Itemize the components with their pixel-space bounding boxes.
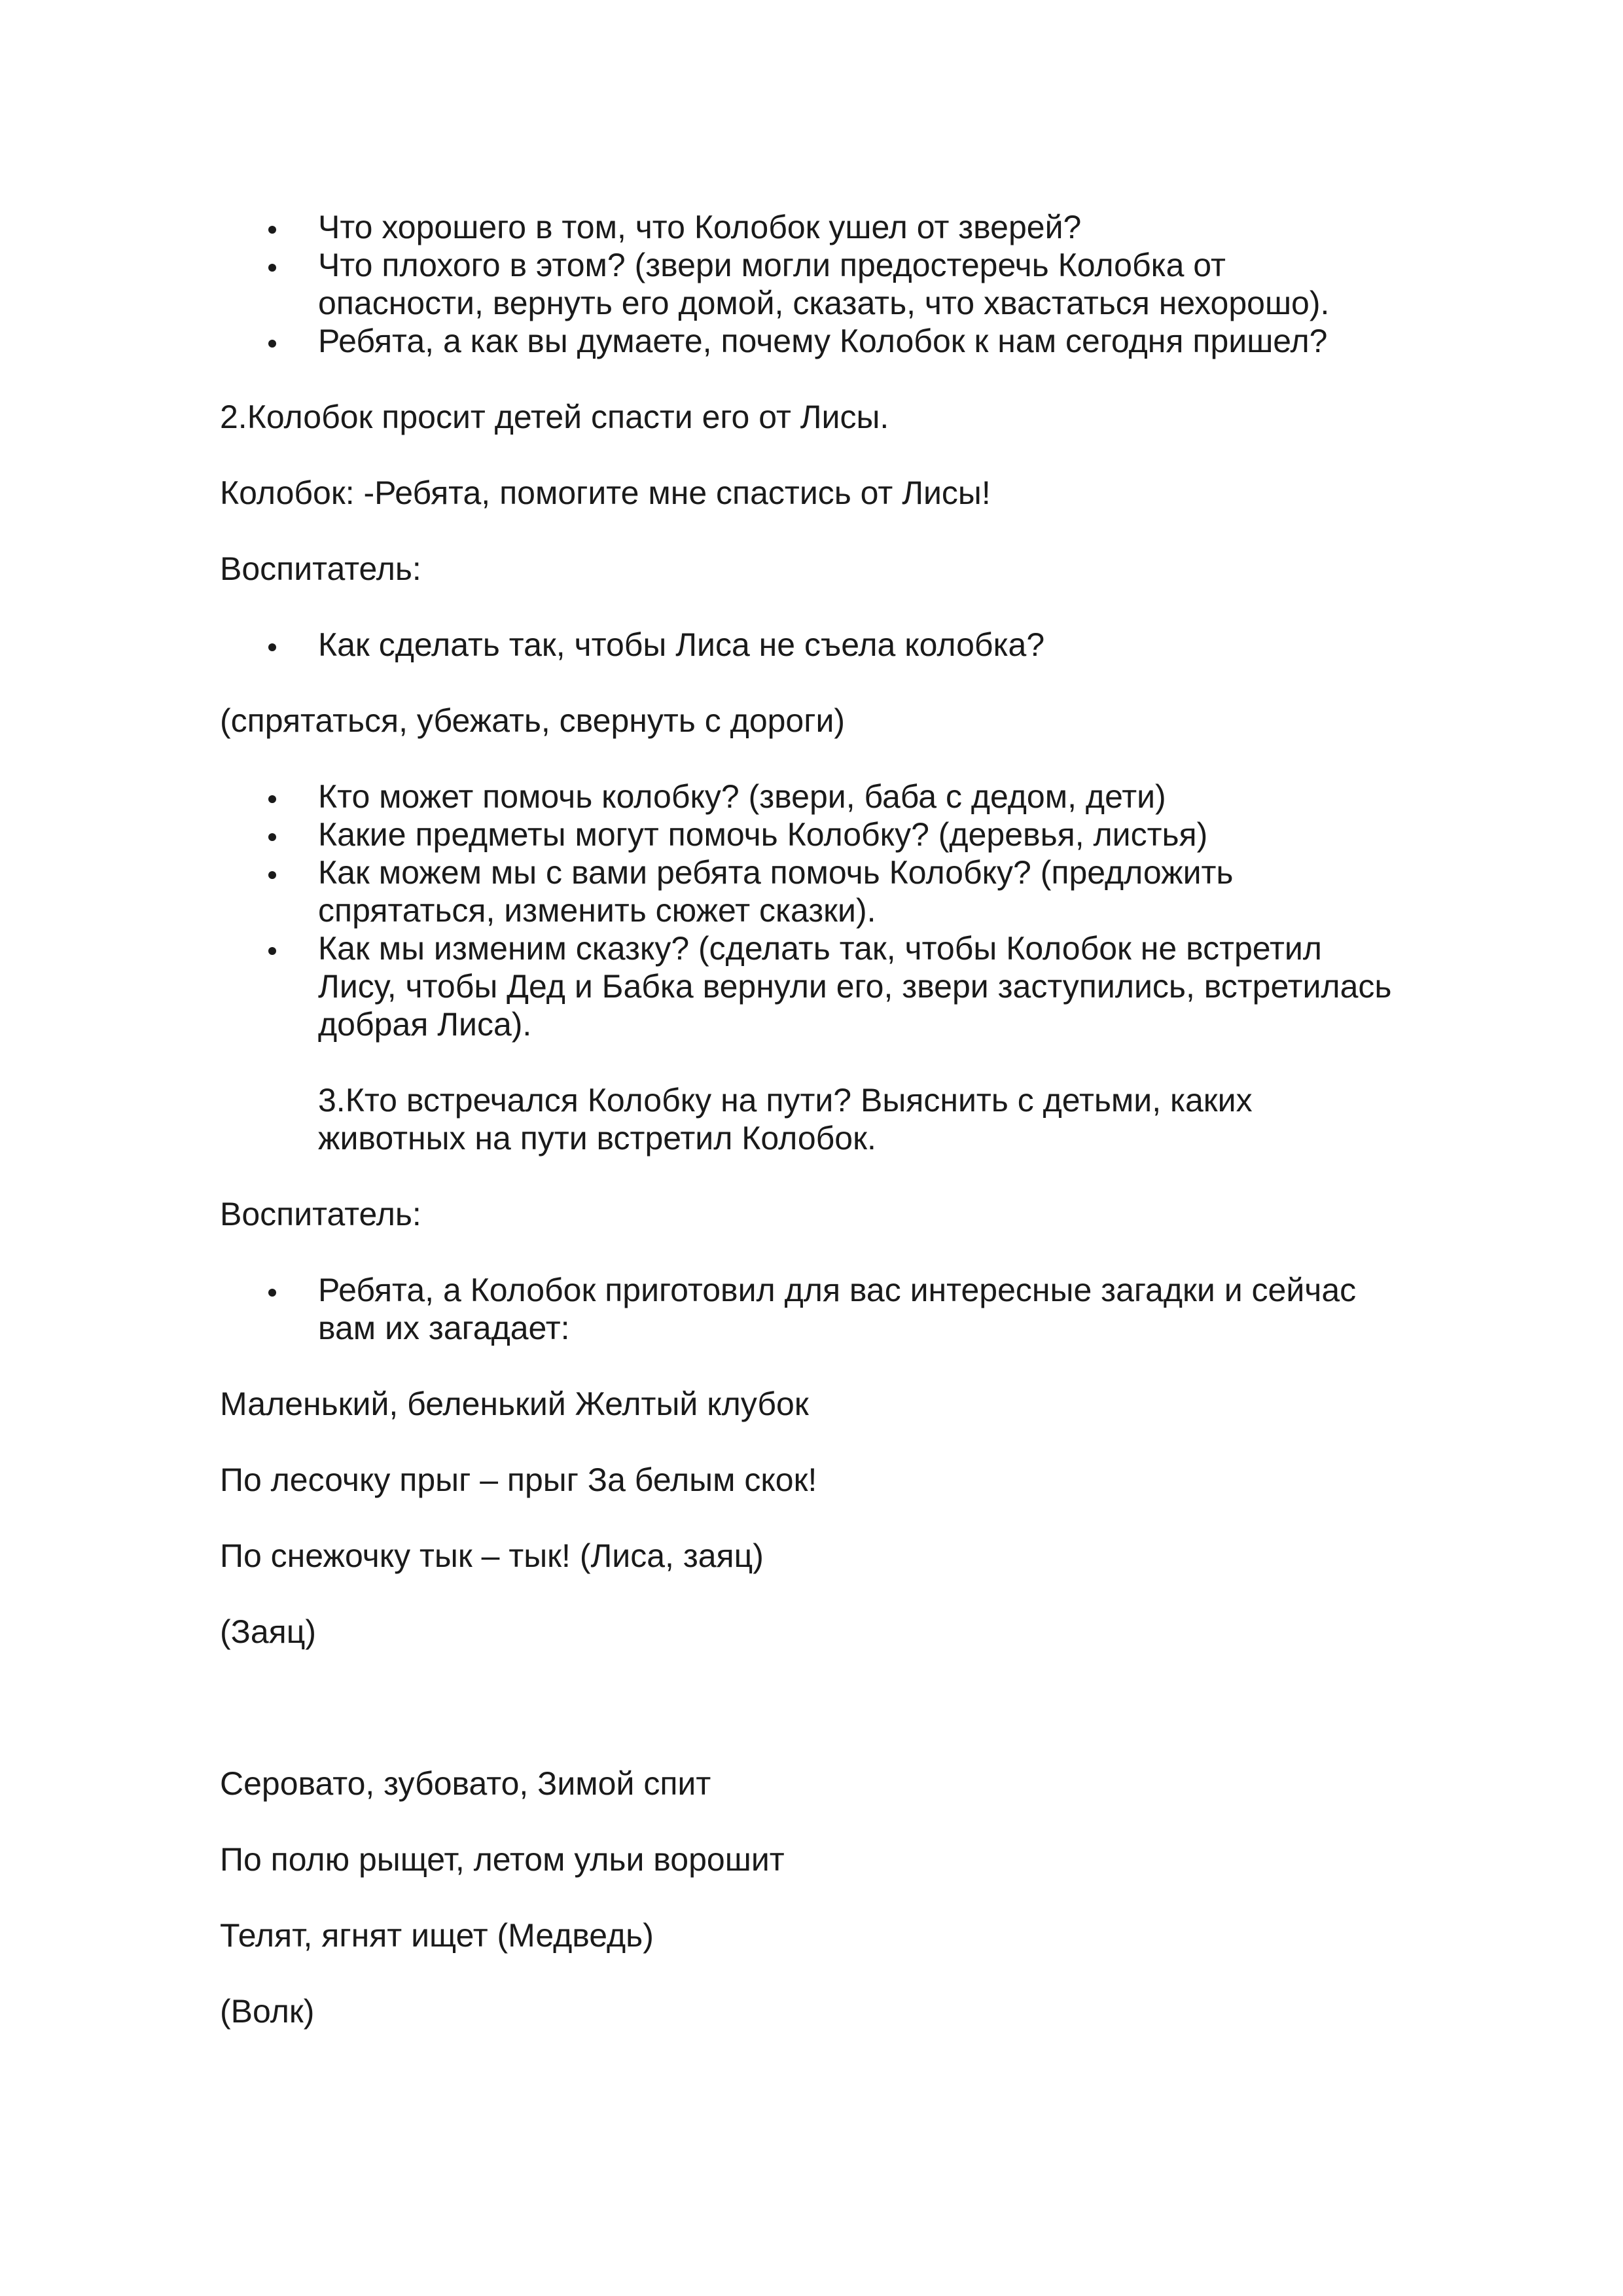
list-item: Как сделать так, чтобы Лиса не съела колобка? (318, 626, 1045, 663)
list-item-continuation: Лису, чтобы Дед и Бабка вернули его, звери заступились, встретилась (318, 968, 1392, 1005)
riddle-line: По полю рыщет, летом ульи ворошит (220, 1841, 785, 1878)
list-item: Кто может помочь колобку? (звери, баба с дедом, дети) (318, 778, 1166, 815)
paragraph: Воспитатель: (220, 550, 421, 587)
list-item-continuation: добрая Лиса). (318, 1006, 532, 1043)
list-item: Ребята, а как вы думаете, почему Колобок к нам сегодня пришел? (318, 323, 1328, 359)
bullet-icon (268, 795, 276, 803)
bullet-icon (268, 340, 276, 348)
riddle-line: По снежочку тык – тык! (Лиса, заяц) (220, 1537, 764, 1574)
riddle-line: Серовато, зубовато, Зимой спит (220, 1765, 711, 1802)
riddle-answer: (Заяц) (220, 1613, 317, 1650)
section-heading: 2.Колобок просит детей спасти его от Лисы. (220, 399, 889, 435)
list-item: Что хорошего в том, что Колобок ушел от зверей? (318, 209, 1082, 245)
list-item: Что плохого в этом? (звери могли предостеречь Колобка от (318, 247, 1226, 283)
riddle-line: Маленький, беленький Желтый клубок (220, 1386, 809, 1422)
riddle-answer: (Волк) (220, 1993, 315, 2030)
paragraph: Воспитатель: (220, 1196, 421, 1232)
bullet-icon (268, 833, 276, 841)
bullet-icon (268, 226, 276, 234)
paragraph: (спрятаться, убежать, свернуть с дороги) (220, 702, 846, 739)
paragraph: Колобок: -Ребята, помогите мне спастись от Лисы! (220, 475, 991, 511)
section-heading-continuation: животных на пути встретил Колобок. (318, 1120, 876, 1157)
bullet-icon (268, 947, 276, 955)
bullet-icon (268, 643, 276, 651)
list-item-continuation: вам их загадает: (318, 1310, 570, 1346)
bullet-icon (268, 264, 276, 272)
section-heading: 3.Кто встречался Колобку на пути? Выяснить с детьми, каких (318, 1082, 1253, 1119)
list-item: Какие предметы могут помочь Колобку? (деревья, листья) (318, 816, 1208, 853)
list-item: Как можем мы с вами ребята помочь Колобку? (предложить (318, 854, 1234, 891)
riddle-line: По лесочку прыг – прыг За белым скок! (220, 1462, 817, 1498)
bullet-icon (268, 871, 276, 879)
list-item: Как мы изменим сказку? (сделать так, чтобы Колобок не встретил (318, 930, 1322, 967)
list-item-continuation: спрятаться, изменить сюжет сказки). (318, 892, 876, 929)
riddle-line: Телят, ягнят ищет (Медведь) (220, 1917, 654, 1954)
list-item-continuation: опасности, вернуть его домой, сказать, что хвастаться нехорошо). (318, 285, 1330, 321)
list-item: Ребята, а Колобок приготовил для вас интересные загадки и сейчас (318, 1272, 1357, 1308)
bullet-icon (268, 1289, 276, 1297)
